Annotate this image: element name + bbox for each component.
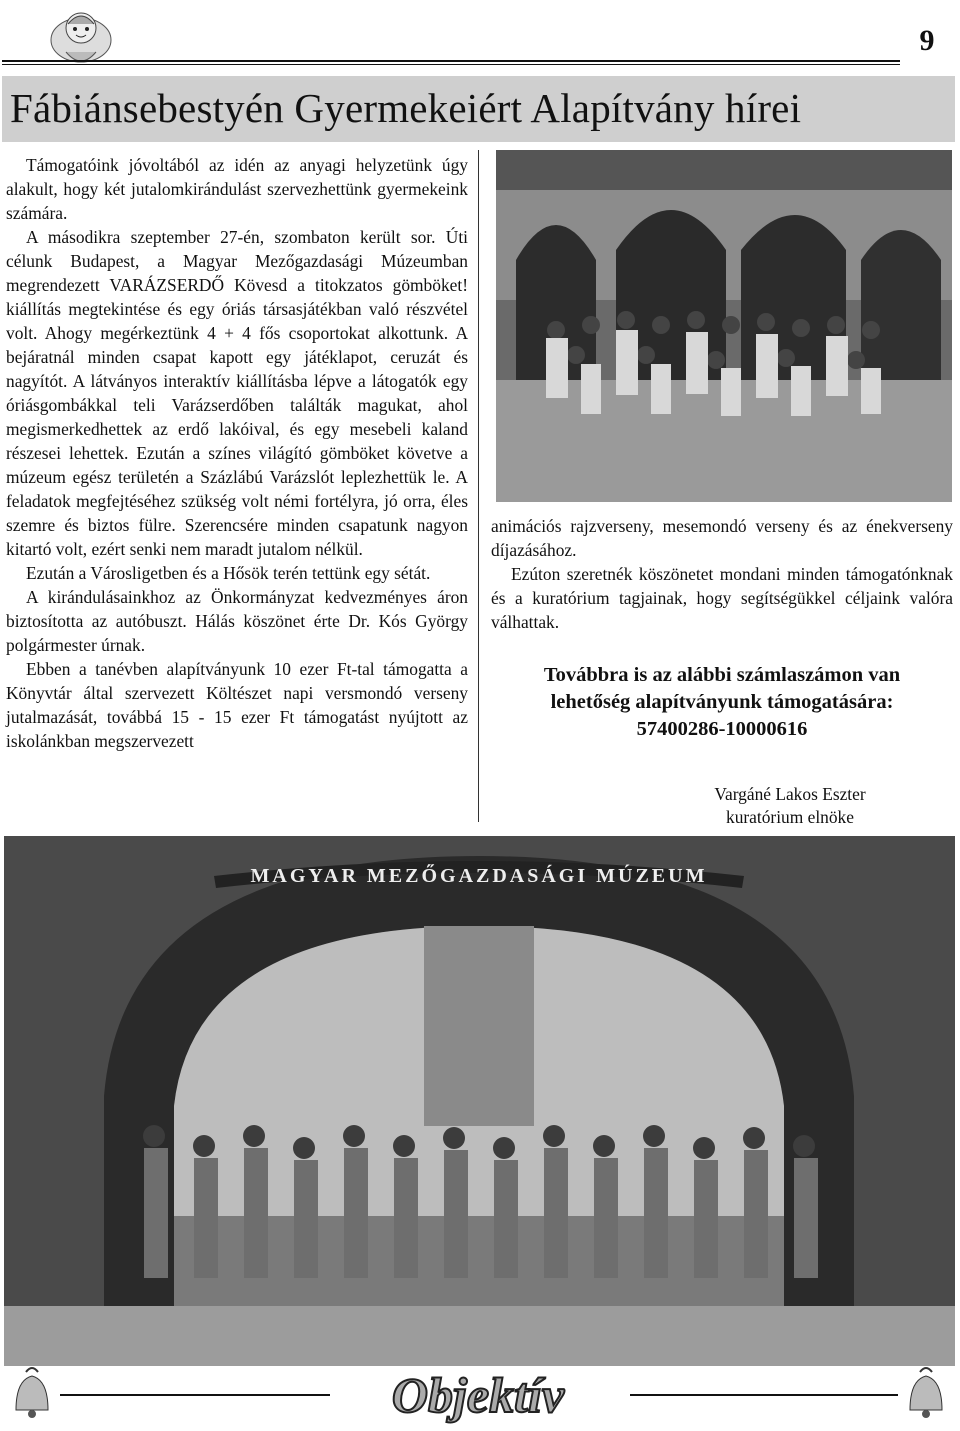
page-number: 9 xyxy=(919,24,935,57)
paragraph: Ezután a Városligetben és a Hősök terén tettünk egy sétát. xyxy=(26,563,431,583)
signature xyxy=(640,783,940,829)
header-rule-thin xyxy=(2,64,900,65)
bell-icon xyxy=(900,1360,952,1426)
header-rule xyxy=(2,60,900,62)
group-photo-museum-arches xyxy=(496,150,952,502)
museum-sign: MAGYAR MEZŐGAZDASÁGI MÚZEUM xyxy=(250,865,708,887)
left-column xyxy=(6,153,468,753)
bank-account-number: 57400286-10000616 xyxy=(636,718,808,740)
group-photo-museum-gate xyxy=(4,836,955,1366)
column-divider xyxy=(478,150,479,822)
footer-rule-left xyxy=(60,1394,330,1396)
paragraph: animációs rajzverseny, mesemondó verseny és az énekverseny díjazásához. xyxy=(491,516,953,560)
article-title: Fábiánsebestyén Gyermekeiért Alapítvány hírei xyxy=(10,85,802,131)
donation-appeal xyxy=(491,662,953,743)
paragraph: Ebben a tanévben alapítványunk 10 ezer Ft-tal támogatta a Könyvtár által szervezett Költészet napi versmondó verseny jutalmazását, továbbá 15 - 15 ezer Ft támogatást nyújtott az iskolánkban megszervezett xyxy=(6,659,468,751)
paragraph: A kirándulásainkhoz az Önkormányzat kedvezményes áron biztosította az autóbuszt. Hálás köszönet érte Dr. Kós György polgármester úrnak. xyxy=(6,587,468,655)
signature-role: kuratórium elnöke xyxy=(726,807,854,827)
paragraph: Támogatóink jóvoltából az idén az anyagi helyzetünk úgy alakult, hogy két jutalomkirándulást szervezhettünk gyermekeink számára. xyxy=(6,155,468,223)
footer-rule-right xyxy=(630,1394,898,1396)
paragraph: A másodikra szeptember 27-én, szombaton került sor. Úti célunk Budapest, a Magyar Mezőgazdasági Múzeumban megrendezett VARÁZSERDŐ Kövesd a titokzatos gömböket! kiállítás megtekintése és egy óriás társasjátékban való részvétel volt. Ahogy megérkeztünk 4 + 4 fős csoportokat alkottunk. A bejáratnál minden csapat kapott egy játéklapot, ceruzát és nagyítót. A látványos interaktív kiállításba lépve a látogatók egy óriásgombákkal teli Varázserdőben találták magukat, ahol megismerkedhettek az erdő lakóival, és egy mesebeli kaland részesei lehettek. Ezután a színes világító gömböket követve a múzeum egész területén a Százlábú Varázslót leplezhettük le. A feladatok megfejtéséhez szükség volt némi fortélyra, jó orra, éles szemre és biztos fülre. Szerencsére minden csapatunk nagyon kitartó volt, ezért senki nem maradt jutalom nélkül. xyxy=(6,227,468,559)
appeal-line: Továbbra is az alábbi számlaszámon van xyxy=(543,664,901,686)
appeal-line: lehetőség alapítványunk támogatására: xyxy=(550,691,894,713)
paragraph: Ezúton szeretnék köszönetet mondani minden támogatónknak és a kuratórium tagjainak, hogy segítségükkel céljaink valóra válhattak. xyxy=(491,564,953,632)
signature-name: Vargáné Lakos Eszter xyxy=(714,784,866,804)
logo-text: Objektív xyxy=(391,1367,565,1423)
right-column xyxy=(491,514,953,634)
objektiv-logo xyxy=(340,1362,616,1428)
bell-icon xyxy=(6,1360,58,1426)
